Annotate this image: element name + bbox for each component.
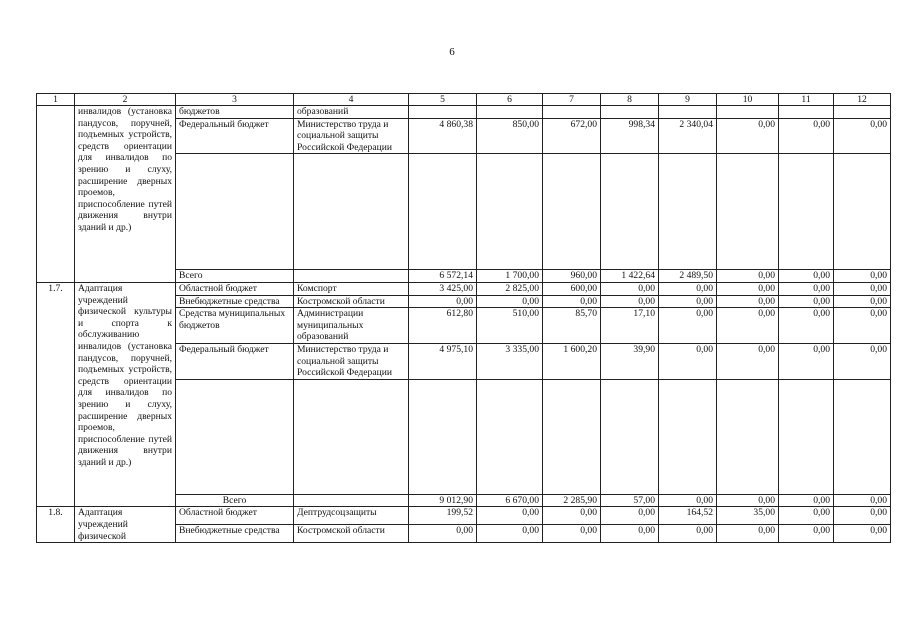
value-cell: 0,00 <box>834 270 891 283</box>
column-header: 6 <box>477 94 543 106</box>
column-header: 1 <box>37 94 75 106</box>
value-cell: 0,00 <box>659 308 717 344</box>
executor: Дептрудсоцзащиты <box>294 507 409 525</box>
item-code: 1.7. <box>37 282 75 506</box>
value-cell: 0,00 <box>717 343 779 379</box>
value-cell: 0,00 <box>834 295 891 308</box>
value-cell: 3 425,00 <box>409 282 477 295</box>
column-header: 5 <box>409 94 477 106</box>
value-cell: 510,00 <box>477 308 543 344</box>
funding-source: Федеральный бюджет <box>176 343 294 379</box>
value-cell: 0,00 <box>477 525 543 543</box>
value-cell: 0,00 <box>601 295 659 308</box>
value-cell: 612,80 <box>409 308 477 344</box>
value-cell: 0,00 <box>834 282 891 295</box>
value-cell: 2 825,00 <box>477 282 543 295</box>
column-header: 10 <box>717 94 779 106</box>
executor: Министерство труда и социальной защиты Российской Федерации <box>294 343 409 379</box>
value-cell: 0,00 <box>543 525 601 543</box>
value-cell: 0,00 <box>834 494 891 507</box>
value-cell: 0,00 <box>834 507 891 525</box>
value-cell: 0,00 <box>477 295 543 308</box>
value-cell: 0,00 <box>779 507 834 525</box>
value-cell: 2 285,90 <box>543 494 601 507</box>
value-cell: 0,00 <box>779 525 834 543</box>
executor: Комспорт <box>294 282 409 295</box>
value-cell <box>779 106 834 119</box>
value-cell: 0,00 <box>717 282 779 295</box>
funding-source: Областной бюджет <box>176 507 294 525</box>
value-cell: 0,00 <box>717 494 779 507</box>
value-cell: 0,00 <box>477 507 543 525</box>
value-cell: 0,00 <box>409 525 477 543</box>
value-cell: 0,00 <box>659 343 717 379</box>
column-header: 8 <box>601 94 659 106</box>
value-cell: 57,00 <box>601 494 659 507</box>
value-cell: 850,00 <box>477 118 543 154</box>
value-cell: 0,00 <box>543 295 601 308</box>
value-cell: 1 700,00 <box>477 270 543 283</box>
item-name: Адаптация учреждений физической культуры и спорта к обслуживанию инвалидов (установка пандусов, поручней, подъемных устройств, средств ориентации для инвалидов по зрению и слуху, расширение дверных проемов, приспособление путей движения внутри зданий и др.) <box>75 282 176 506</box>
value-cell: 164,52 <box>659 507 717 525</box>
executor <box>294 494 409 507</box>
header-row <box>37 94 891 106</box>
funding-source: Всего <box>176 270 294 283</box>
value-cell: 0,00 <box>659 295 717 308</box>
value-cell: 0,00 <box>601 282 659 295</box>
value-cell: 0,00 <box>779 270 834 283</box>
value-cell <box>834 106 891 119</box>
value-cell: 0,00 <box>834 525 891 543</box>
executor <box>294 270 409 283</box>
value-cell: 0,00 <box>834 118 891 154</box>
value-cell: 0,00 <box>779 295 834 308</box>
item-code <box>37 106 75 283</box>
value-cell: 6 670,00 <box>477 494 543 507</box>
value-cell: 2 489,50 <box>659 270 717 283</box>
column-header: 12 <box>834 94 891 106</box>
executor: Костромской области <box>294 525 409 543</box>
value-cell: 0,00 <box>717 270 779 283</box>
value-cell: 4 860,38 <box>409 118 477 154</box>
value-cell: 0,00 <box>543 507 601 525</box>
value-cell: 0,00 <box>834 343 891 379</box>
value-cell: 0,00 <box>659 282 717 295</box>
item-name: инвалидов (установка пандусов, поручней, подъемных устройств, средств ориентации для инвалидов по зрению и слуху, расширение дверных проемов, приспособление путей движения внутри зданий и др.) <box>75 106 176 283</box>
value-cell: 0,00 <box>779 343 834 379</box>
executor: Костромской области <box>294 295 409 308</box>
value-cell: 0,00 <box>717 525 779 543</box>
page-number: 6 <box>449 46 455 58</box>
column-header: 9 <box>659 94 717 106</box>
value-cell: 39,90 <box>601 343 659 379</box>
table-row <box>37 282 891 295</box>
value-cell: 3 335,00 <box>477 343 543 379</box>
value-cell: 0,00 <box>834 308 891 344</box>
funding-source: Внебюджетные средства <box>176 525 294 543</box>
funding-source: Всего <box>176 494 294 507</box>
funding-source: Внебюджетные средства <box>176 295 294 308</box>
value-cell: 600,00 <box>543 282 601 295</box>
budget-table <box>36 93 891 543</box>
value-cell: 17,10 <box>601 308 659 344</box>
value-cell: 6 572,14 <box>409 270 477 283</box>
executor: образований <box>294 106 409 119</box>
value-cell <box>717 106 779 119</box>
executor: Администрации муниципальных образований <box>294 308 409 344</box>
executor: Министерство труда и социальной защиты Российской Федерации <box>294 118 409 154</box>
value-cell <box>543 106 601 119</box>
value-cell <box>409 106 477 119</box>
value-cell: 199,52 <box>409 507 477 525</box>
value-cell: 0,00 <box>717 308 779 344</box>
value-cell: 0,00 <box>409 295 477 308</box>
funding-source: Средства муниципальных бюджетов <box>176 308 294 344</box>
value-cell: 0,00 <box>601 525 659 543</box>
value-cell: 0,00 <box>659 494 717 507</box>
funding-source: Федеральный бюджет <box>176 118 294 154</box>
value-cell: 998,34 <box>601 118 659 154</box>
value-cell: 0,00 <box>779 118 834 154</box>
value-cell: 0,00 <box>779 282 834 295</box>
value-cell: 1 600,20 <box>543 343 601 379</box>
value-cell: 672,00 <box>543 118 601 154</box>
value-cell: 1 422,64 <box>601 270 659 283</box>
value-cell <box>477 106 543 119</box>
value-cell: 0,00 <box>779 494 834 507</box>
value-cell: 0,00 <box>601 507 659 525</box>
value-cell: 960,00 <box>543 270 601 283</box>
item-name: Адаптация учреждений физической <box>75 507 176 543</box>
value-cell: 85,70 <box>543 308 601 344</box>
table-row <box>37 507 891 525</box>
column-header: 7 <box>543 94 601 106</box>
column-header: 4 <box>294 94 409 106</box>
value-cell: 4 975,10 <box>409 343 477 379</box>
column-header: 2 <box>75 94 176 106</box>
column-header: 3 <box>176 94 294 106</box>
column-header: 11 <box>779 94 834 106</box>
value-cell: 35,00 <box>717 507 779 525</box>
funding-source: Областной бюджет <box>176 282 294 295</box>
table-row <box>37 106 891 119</box>
value-cell <box>601 106 659 119</box>
item-code: 1.8. <box>37 507 75 543</box>
value-cell: 0,00 <box>717 118 779 154</box>
value-cell: 9 012,90 <box>409 494 477 507</box>
funding-source: бюджетов <box>176 106 294 119</box>
value-cell: 2 340,04 <box>659 118 717 154</box>
value-cell: 0,00 <box>717 295 779 308</box>
value-cell: 0,00 <box>779 308 834 344</box>
value-cell: 0,00 <box>659 525 717 543</box>
value-cell <box>659 106 717 119</box>
